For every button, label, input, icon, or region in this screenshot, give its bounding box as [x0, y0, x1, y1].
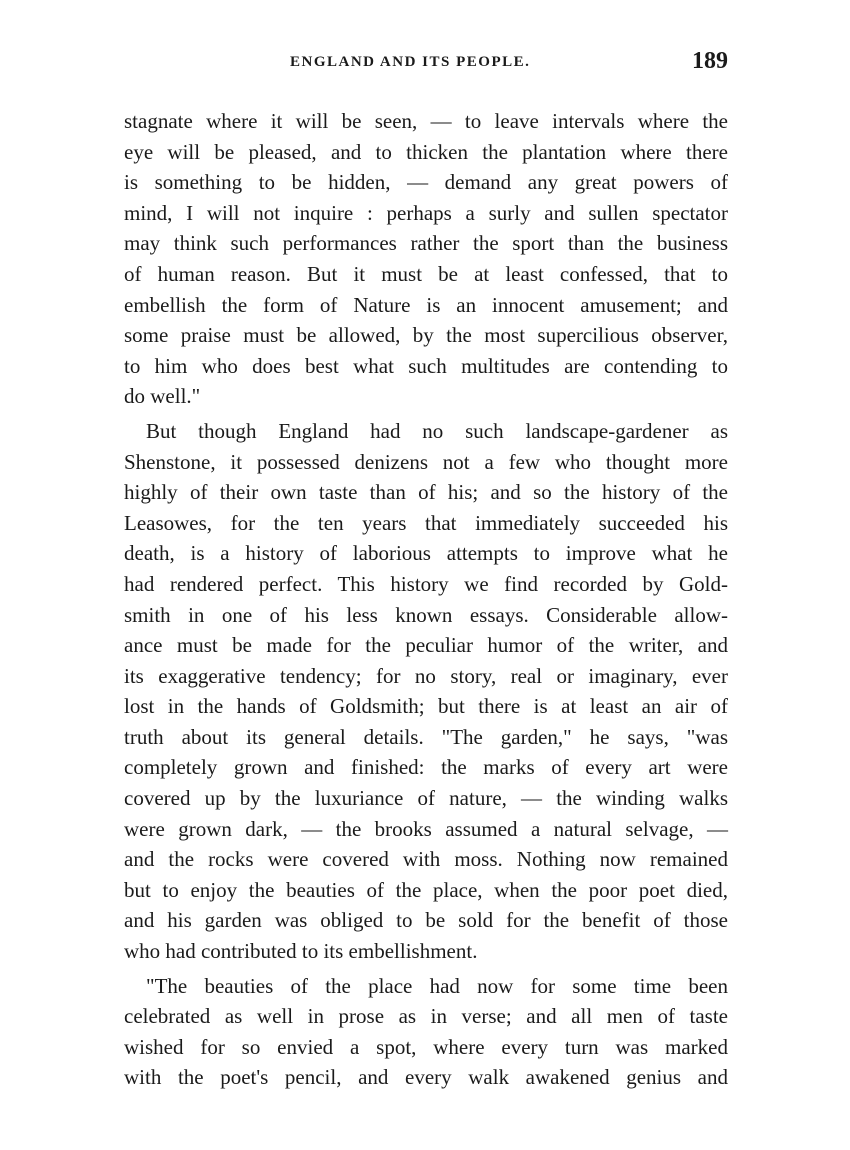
text-line: completely grown and finished: the marks of every art were	[124, 755, 728, 780]
text-line: embellish the form of Nature is an innocent amusement; and	[124, 292, 728, 317]
text-line: some praise must be allowed, by the most supercilious observer,	[124, 323, 728, 348]
text-line: smith in one of his less known essays. Considerable allow-	[124, 602, 728, 627]
text-line: ance must be made for the peculiar humor of the writer, and	[124, 633, 728, 658]
text-line: stagnate where it will be seen, — to leave intervals where the	[124, 109, 728, 133]
page-number: 189	[692, 48, 728, 74]
text-line: But though England had no such landscape-gardener as	[146, 418, 728, 443]
text-line: lost in the hands of Goldsmith; but there is at least an air of	[124, 694, 728, 719]
text-line: truth about its general details. "The garden," he says, "was	[124, 724, 728, 749]
running-title: ENGLAND AND ITS PEOPLE.	[290, 54, 531, 70]
text-line: Shenstone, it possessed denizens not a few who thought more	[124, 449, 728, 474]
body-text	[124, 106, 728, 1093]
paragraph	[124, 416, 728, 967]
text-line: eye will be pleased, and to thicken the plantation where there	[124, 139, 728, 164]
text-line: may think such performances rather the sport than the business	[124, 231, 728, 256]
text-line: and his garden was obliged to be sold for the benefit of those	[124, 908, 728, 933]
running-head	[124, 48, 728, 78]
text-line: and the rocks were covered with moss. Nothing now remained	[124, 847, 728, 872]
text-line: with the poet's pencil, and every walk awakened genius and	[124, 1065, 728, 1090]
paragraph	[124, 106, 728, 412]
text-line: wished for so envied a spot, where every turn was marked	[124, 1034, 728, 1059]
text-line: its exaggerative tendency; for no story, real or imaginary, ever	[124, 663, 728, 688]
text-line: Leasowes, for the ten years that immediately succeeded his	[124, 510, 728, 535]
text-line: of human reason. But it must be at least confessed, that to	[124, 261, 728, 286]
text-line: covered up by the luxuriance of nature, — the winding walks	[124, 786, 728, 811]
text-line: to him who does best what such multitudes are contending to	[124, 353, 728, 378]
text-line: had rendered perfect. This history we find recorded by Gold-	[124, 571, 728, 596]
text-line: "The beauties of the place had now for some time been	[146, 973, 728, 998]
text-line: but to enjoy the beauties of the place, when the poor poet died,	[124, 877, 728, 902]
paragraph	[124, 971, 728, 1093]
text-line: who had contributed to its embellishment.	[124, 939, 478, 964]
text-line: is something to be hidden, — demand any great powers of	[124, 170, 728, 195]
text-line: celebrated as well in prose as in verse; and all men of taste	[124, 1004, 728, 1029]
text-line: death, is a history of laborious attempts to improve what he	[124, 541, 728, 566]
text-line: mind, I will not inquire : perhaps a surly and sullen spectator	[124, 200, 728, 225]
text-line: were grown dark, — the brooks assumed a natural selvage, —	[124, 816, 728, 841]
text-line: do well."	[124, 384, 201, 409]
text-line: highly of their own taste than of his; and so the history of the	[124, 480, 728, 505]
